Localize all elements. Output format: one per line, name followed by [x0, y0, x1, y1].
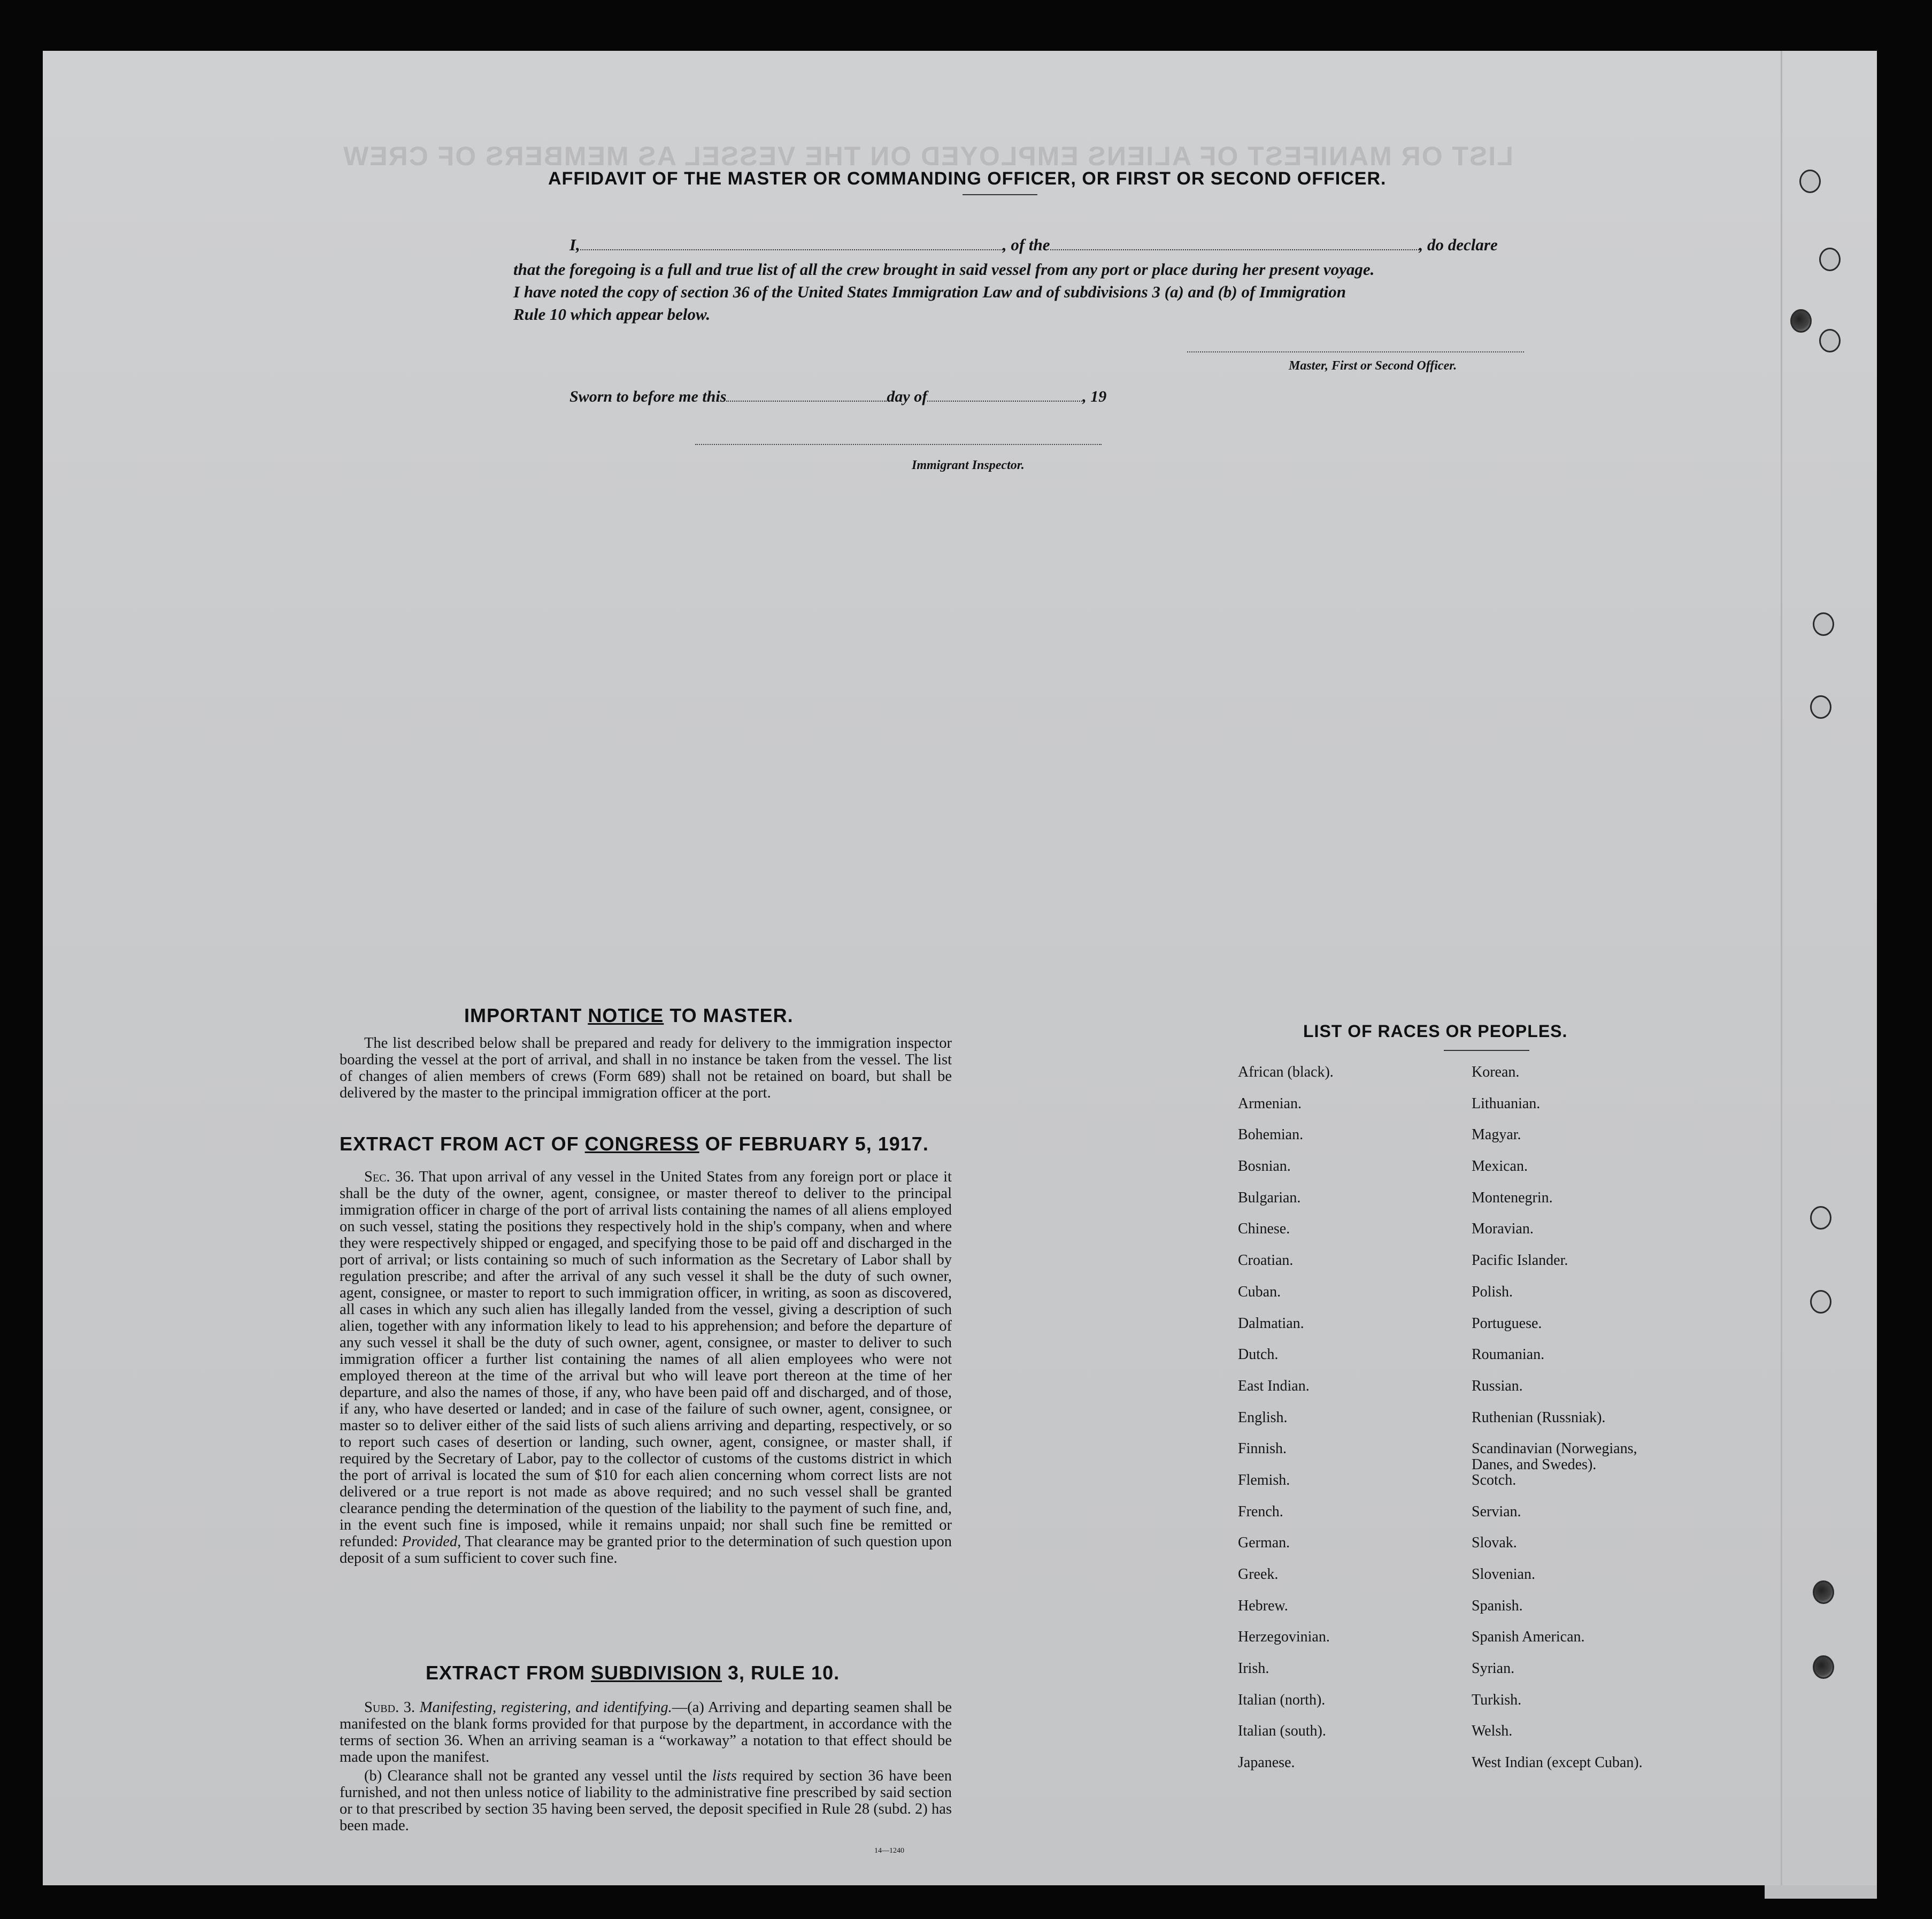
rule-subd-heading: Manifesting, registering, and identifying.: [419, 1699, 672, 1716]
master-label: Master, First or Second Officer.: [1289, 359, 1457, 373]
notice-body: [340, 1035, 952, 1101]
rule-title-underlined: SUBDIVISION: [590, 1662, 722, 1684]
race-item: Slovenian.: [1472, 1566, 1535, 1583]
binder-hole: [1813, 1580, 1834, 1604]
notice-title: [464, 1004, 794, 1027]
race-item: Finnish.: [1238, 1440, 1287, 1457]
race-item: Lithuanian.: [1472, 1095, 1541, 1112]
binder-hole: [1790, 309, 1812, 333]
race-item: Bosnian.: [1238, 1158, 1291, 1175]
sworn-day-of: day of: [887, 388, 928, 405]
races-right-column: [1472, 1064, 1643, 1786]
rule-subd-b-text-1: (b) Clearance shall not be granted any vessel until the: [364, 1768, 707, 1784]
affidavit-line-3: I have noted the copy of section 36 of the United States Immigration Law and of subdivisions 3 (a) and (b) of Immigration: [513, 282, 1346, 301]
race-item: Dutch.: [1238, 1346, 1279, 1363]
race-item: German.: [1238, 1534, 1290, 1552]
form-number: 14—1240: [874, 1847, 904, 1855]
race-item: Moravian.: [1472, 1221, 1534, 1238]
affidavit-declaration-line: [569, 235, 1498, 255]
race-item: Magyar.: [1472, 1126, 1521, 1143]
manifest-page: [43, 51, 1877, 1885]
sworn-day-blank: [726, 387, 887, 402]
name-blank: [580, 235, 1003, 250]
race-item: Mexican.: [1472, 1158, 1528, 1175]
race-item: Scandinavian (Norwegians, Danes, and Swedes).: [1472, 1440, 1637, 1473]
race-item: Scotch.: [1472, 1471, 1517, 1488]
race-item: Roumanian.: [1472, 1346, 1545, 1363]
race-item: Bulgarian.: [1238, 1189, 1301, 1206]
binder-hole: [1813, 1655, 1834, 1679]
act-provided: Provided,: [402, 1533, 461, 1550]
notice-text: The list described below shall be prepared and ready for delivery to the immigration inspector boarding the vessel at the port of arrival, and shall in no instance be taken from the vessel. The list of changes of alien members of crews (Form 689) shall not be retained on board, but shall be delivered by the master to the principal immigration officer at the port.: [340, 1035, 952, 1101]
sworn-year: , 19: [1082, 388, 1107, 405]
race-item: Welsh.: [1472, 1723, 1513, 1740]
race-item: Servian.: [1472, 1503, 1521, 1520]
affidavit-of-the: , of the: [1002, 235, 1050, 254]
race-item: East Indian.: [1238, 1377, 1310, 1394]
page-edge-line: [1781, 51, 1782, 1885]
race-item: African (black).: [1238, 1064, 1334, 1080]
notice-title-underlined: NOTICE: [588, 1004, 664, 1026]
race-item: Japanese.: [1238, 1754, 1295, 1771]
race-item: Italian (south).: [1238, 1723, 1326, 1740]
race-item: Ruthenian (Russniak).: [1472, 1409, 1606, 1426]
act-title-prefix: EXTRACT FROM ACT OF: [340, 1133, 585, 1155]
race-item: Cuban.: [1238, 1283, 1281, 1300]
act-text-end: That clearance may be granted prior to the determination of such question upon deposit of a sum sufficient to cover such fine.: [340, 1533, 952, 1567]
race-item: Italian (north).: [1238, 1691, 1326, 1708]
rule-subd-b: [340, 1768, 952, 1834]
affidavit-title: AFFIDAVIT OF THE MASTER OR COMMANDING OFFICER, OR FIRST OR SECOND OFFICER.: [548, 168, 1387, 189]
affidavit-title-rule: [963, 194, 1037, 195]
race-item: Russian.: [1472, 1377, 1523, 1394]
rule-title: [426, 1662, 840, 1684]
binder-hole: [1810, 1290, 1831, 1314]
binder-hole: [1810, 1206, 1831, 1230]
notice-title-suffix: TO MASTER.: [664, 1004, 794, 1026]
inspector-label: Immigrant Inspector.: [912, 458, 1025, 472]
race-item: French.: [1238, 1503, 1283, 1520]
rule-subd-label: Subd. 3.: [364, 1699, 415, 1716]
race-item: Herzegovinian.: [1238, 1629, 1330, 1646]
binder-hole: [1799, 170, 1821, 193]
race-item: Portuguese.: [1472, 1315, 1542, 1332]
race-item: Polish.: [1472, 1283, 1513, 1300]
race-item: Spanish.: [1472, 1597, 1523, 1614]
act-section-label: Sec. 36.: [364, 1169, 414, 1185]
affidavit-i: I,: [569, 235, 580, 254]
race-item: Bohemian.: [1238, 1126, 1304, 1143]
act-title: [340, 1133, 929, 1155]
race-item: Irish.: [1238, 1660, 1269, 1677]
race-item: Korean.: [1472, 1064, 1520, 1080]
bleed-through-heading: LIST OR MANIFEST OF ALIENS EMPLOYED ON THE VESSEL AS MEMBERS OF CREW: [342, 141, 1513, 171]
act-text: That upon arrival of any vessel in the United States from any foreign port or place it shall be the duty of the owner, agent, consignee, or master thereof to deliver to the principal immigration officer in charge of the port of arrival lists containing the names of all aliens employed on such vessel, stating the positions they respectively hold in the ship's company, when and where they were respectively shipped or engaged, and specifying those to be paid off and discharged in the port of arrival; or lists containing so much of such information as the Secretary of Labor shall by regulation prescribe; and after the arrival of any such vessel it shall be the duty of such owner, agent, consignee, or master to report to such immigration officer, in writing, as soon as discovered, all cases in which any such alien has illegally landed from the vessel, giving a description of such alien, together with any information likely to lead to his apprehension; and before the departure of any such vessel it shall be the duty of such owner, agent, consignee, or master to deliver to such immigration officer a further list containing the names of all alien employees who were not employed thereon at the time of the arrival but who will leave port thereon at the time of her departure, and also the names of those, if any, who have been paid off and discharged, and of those, if any, who have deserted or landed; and in case of the failure of such owner, agent, consignee, or master so to deliver either of the said lists of such aliens arriving and departing, respectively, or so to report such cases of desertion or landing, such owner, agent, consignee, or master shall, if required by the Secretary of Labor, pay to the collector of customs of the customs district in which the port of arrival is located the sum of $10 for each alien concerning whom correct lists are not delivered or a true report is not made as above required; and no such vessel shall be granted clearance pending the determination of the question of the liability to the payment of such fine, and, in the event such fine is imposed, while it remains unpaid; nor shall such fine be remitted or refunded:: [340, 1169, 952, 1550]
race-item: Slovak.: [1472, 1534, 1517, 1552]
rule-title-prefix: EXTRACT FROM: [426, 1662, 591, 1684]
affidavit-declare: , do declare: [1419, 235, 1498, 254]
race-item: English.: [1238, 1409, 1288, 1426]
binder-hole: [1813, 612, 1834, 636]
binder-hole: [1819, 329, 1841, 352]
rule-subd-a: [340, 1699, 952, 1766]
affidavit-line-4: Rule 10 which appear below.: [513, 305, 711, 324]
race-item: Flemish.: [1238, 1471, 1290, 1488]
notice-title-prefix: IMPORTANT: [464, 1004, 588, 1026]
act-title-underlined: CONGRESS: [584, 1133, 699, 1155]
race-item: Syrian.: [1472, 1660, 1515, 1677]
inspector-signature-line: [695, 444, 1102, 445]
rule-title-suffix: 3, RULE 10.: [722, 1662, 840, 1684]
act-title-suffix: OF FEBRUARY 5, 1917.: [699, 1133, 929, 1155]
race-item: Hebrew.: [1238, 1597, 1288, 1614]
race-item: West Indian (except Cuban).: [1472, 1754, 1643, 1771]
race-item: Chinese.: [1238, 1221, 1290, 1238]
race-item: Croatian.: [1238, 1252, 1294, 1269]
affidavit-line-2: that the foregoing is a full and true list of all the crew brought in said vessel from any port or place during her present voyage.: [513, 260, 1375, 279]
rule-subd-b-text-2: required by section 36 have been furnished, and not then unless notice of liability to the administrative fine prescribed by said section or to that prescribed by section 35 having been served, the deposit specified in Rule 28 (subd. 2) has been made.: [340, 1768, 952, 1834]
races-left-column: [1238, 1064, 1334, 1786]
races-title: LIST OF RACES OR PEOPLES.: [1303, 1022, 1568, 1041]
act-body: [340, 1169, 952, 1567]
race-item: Dalmatian.: [1238, 1315, 1304, 1332]
binder-hole: [1810, 695, 1831, 719]
vessel-blank: [1050, 235, 1419, 250]
race-item: Pacific Islander.: [1472, 1252, 1568, 1269]
rule-subd-b-lists: lists: [712, 1768, 737, 1784]
sworn-prefix: Sworn to before me this: [569, 388, 727, 405]
affidavit-body: [513, 258, 1529, 326]
race-item: Turkish.: [1472, 1691, 1522, 1708]
race-item: Greek.: [1238, 1566, 1279, 1583]
master-signature-line: [1187, 351, 1524, 352]
race-item: Armenian.: [1238, 1095, 1302, 1112]
race-item: Montenegrin.: [1472, 1189, 1553, 1206]
race-item: Spanish American.: [1472, 1629, 1585, 1646]
sworn-line: [569, 387, 1106, 406]
sworn-month-blank: [927, 387, 1082, 402]
rule-subd-a-text: —(a) Arriving and departing seamen shall be manifested on the blank forms provided for that purpose by the department, in accordance with the terms of section 36. When an arriving seaman is a “workaway” a notation to that effect should be made upon the manifest.: [340, 1699, 952, 1766]
binder-hole: [1819, 248, 1841, 271]
races-title-rule: [1444, 1050, 1529, 1051]
